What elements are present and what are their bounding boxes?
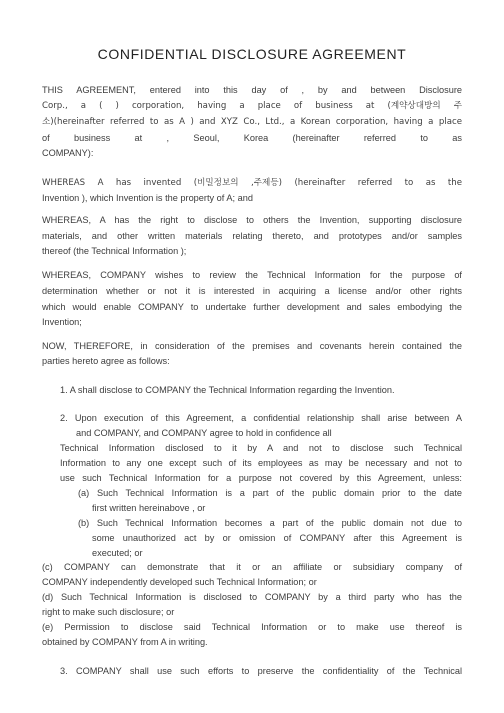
whereas-3-line-4: Invention; — [42, 317, 82, 327]
whereas-1-line-2: Invention ), which Invention is the property of A; and — [42, 193, 253, 203]
clause-2-line-3: Technical Information disclosed to it by A and not to disclose such Technical — [60, 443, 462, 453]
sub-e-line-2: obtained by COMPANY from A in writing. — [42, 637, 208, 647]
clause-2-line-4: Information to any one except such of its employees as may be necessary and not to — [60, 458, 462, 468]
preamble-line-5: COMPANY): — [42, 148, 94, 158]
sub-d-line-2: right to make such disclosure; or — [42, 607, 175, 617]
document-title: CONFIDENTIAL DISCLOSURE AGREEMENT — [97, 46, 407, 62]
whereas-2-line-2: materials, and other written materials relating thereto, and prototypes and/or samples — [42, 231, 462, 241]
whereas-2-line-3: thereof (the Technical Information ); — [42, 246, 187, 256]
now-therefore-line-2: parties hereto agree as follows: — [42, 356, 170, 366]
sub-e-line-1: (e) Permission to disclose said Technical Information or to make use thereof is — [42, 622, 462, 632]
sub-c-line-2: COMPANY independently developed such Technical Information; or — [42, 577, 317, 587]
whereas-2-line-1: WHEREAS, A has the right to disclose to others the Invention, supporting disclosure — [42, 215, 462, 225]
whereas-1-line-1: WHEREAS A has invented (비밀정보의 ,주제등) (hereinafter referred to as the — [42, 178, 462, 188]
clause-1: 1. A shall disclose to COMPANY the Technical Information regarding the Invention. — [60, 385, 395, 395]
sub-b-line-2: some unauthorized act by or omission of COMPANY after this Agreement is — [92, 533, 462, 543]
clause-2-line-5: use such Technical Information for a purpose not covered by this Agreement, unless: — [60, 473, 462, 483]
whereas-3-line-3: which would enable COMPANY to undertake further development and sales embodying the — [42, 302, 462, 312]
sub-a-line-2: first written hereinabove , or — [92, 503, 206, 513]
sub-b-line-3: executed; or — [92, 548, 143, 558]
sub-d-line-1: (d) Such Technical Information is disclosed to COMPANY by a third party who has the — [42, 592, 462, 602]
whereas-3-line-1: WHEREAS, COMPANY wishes to review the Technical Information for the purpose of — [42, 270, 462, 280]
now-therefore-line-1: NOW, THEREFORE, in consideration of the premises and covenants herein contained the — [42, 341, 462, 351]
clause-3-line-1: 3. COMPANY shall use such efforts to preserve the confidentiality of the Technical — [60, 666, 462, 676]
whereas-3-line-2: determination whether or not it is interested in acquiring a license and/or other rights — [42, 286, 462, 296]
preamble-line-4: of business at , Seoul, Korea (hereinafter referred to as — [42, 133, 462, 143]
preamble-line-3: 소)(hereinafter referred to as A ) and XYZ Co., Ltd., a Korean corporation, having a place — [42, 117, 462, 127]
preamble-line-2: Corp., a ( ) corporation, having a place of business at (계약상대방의 주 — [42, 101, 462, 111]
sub-c-line-1: (c) COMPANY can demonstrate that it or an affiliate or subsidiary company of — [42, 562, 462, 572]
clause-2-line-2: and COMPANY, and COMPANY agree to hold in confidence all — [76, 428, 332, 438]
clause-2-line-1: 2. Upon execution of this Agreement, a confidential relationship shall arise between A — [60, 413, 462, 423]
sub-a-line-1: (a) Such Technical Information is a part of the public domain prior to the date — [78, 488, 462, 498]
preamble-line-1: THIS AGREEMENT, entered into this day of , by and between Disclosure — [42, 85, 462, 95]
sub-b-line-1: (b) Such Technical Information becomes a part of the public domain not due to — [78, 518, 462, 528]
